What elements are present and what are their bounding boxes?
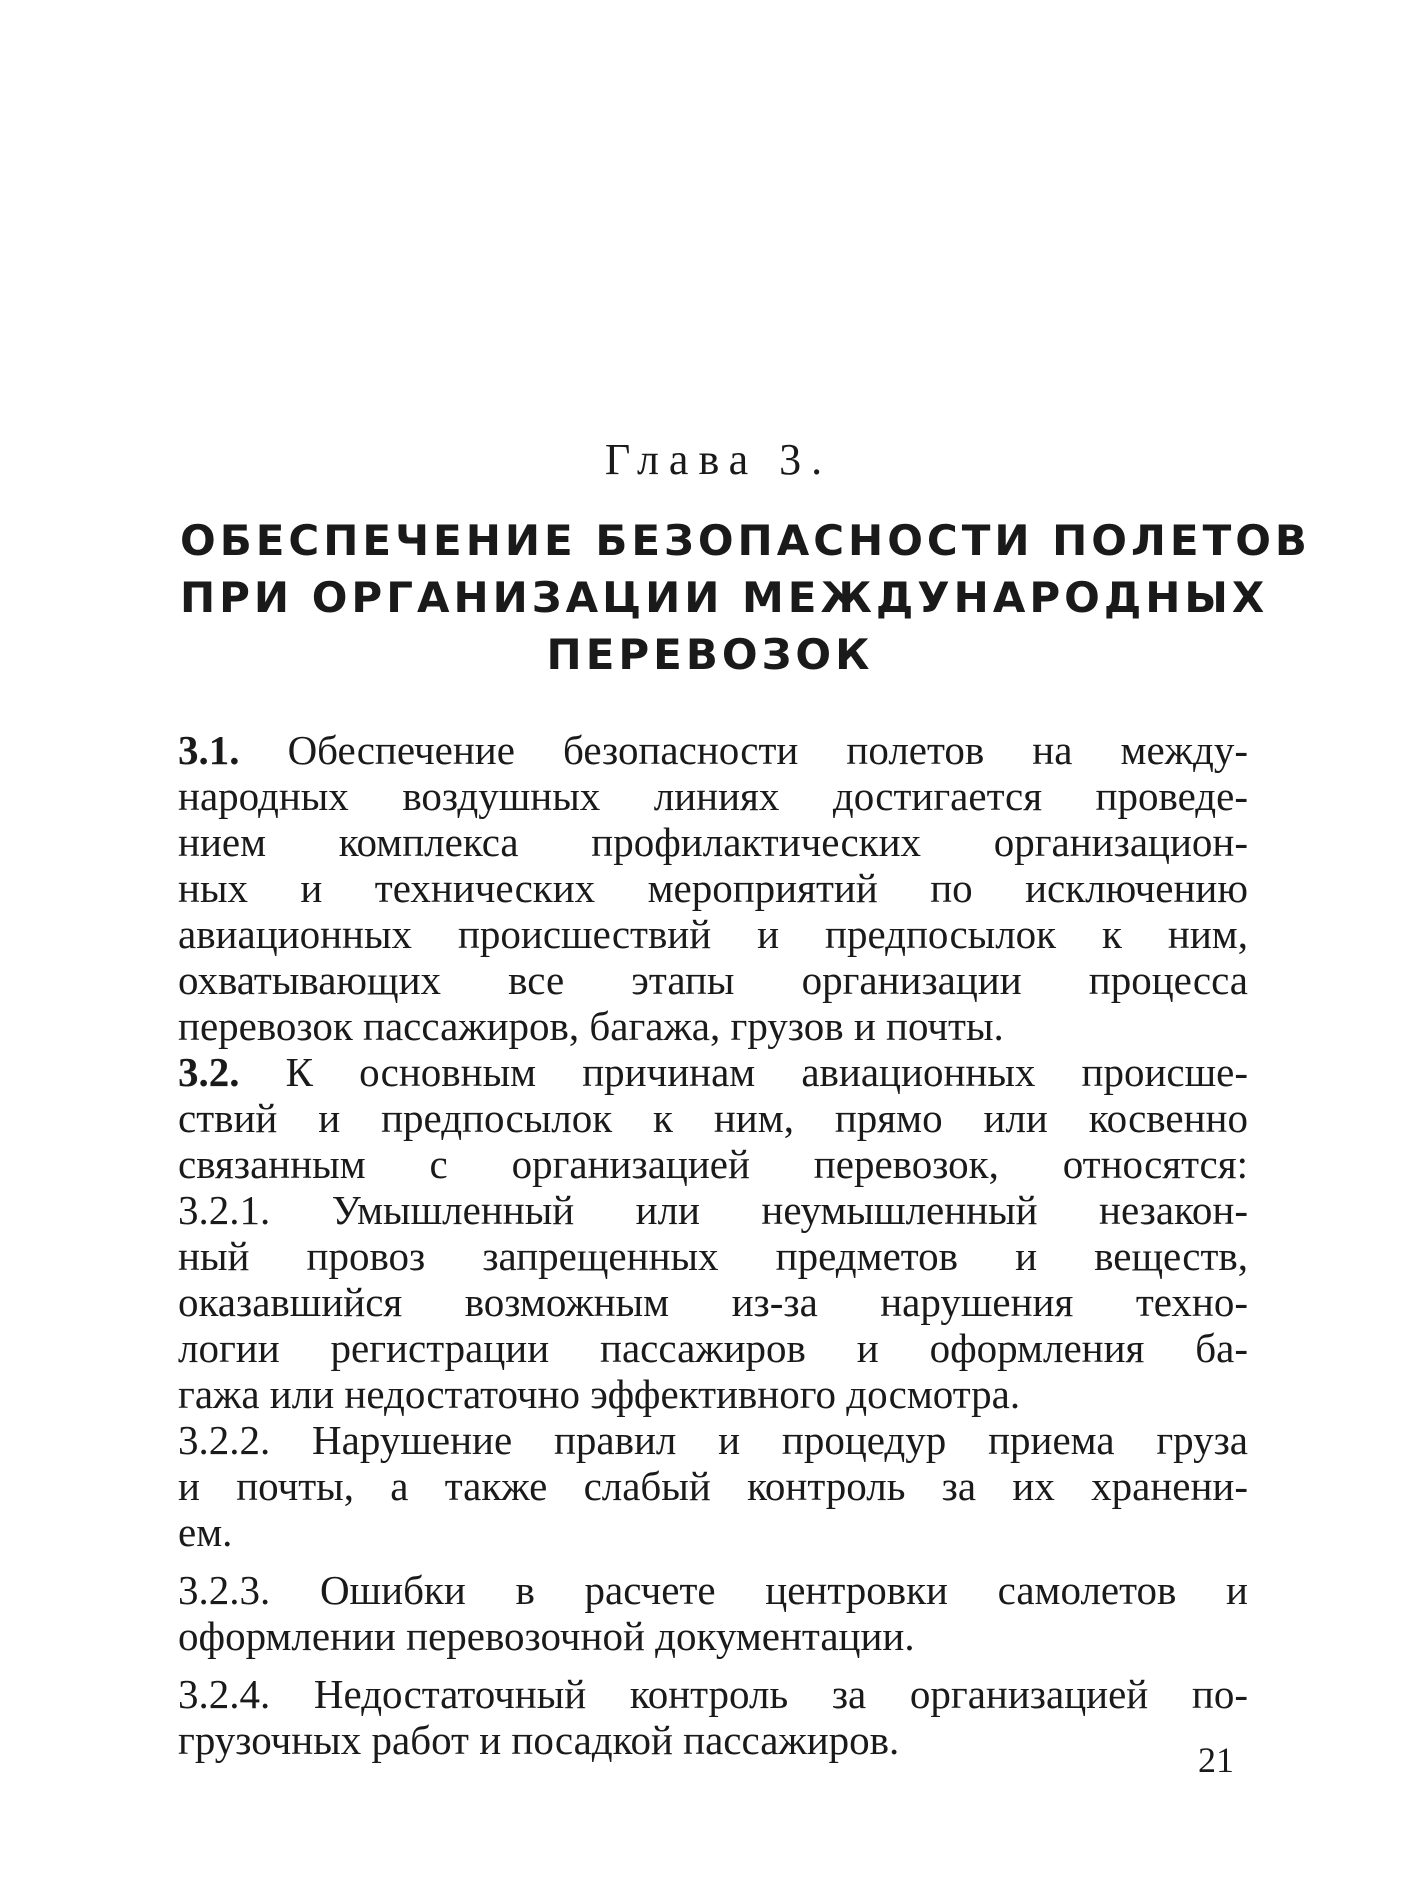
text-line: ем.	[178, 1509, 233, 1555]
text-line: нием комплекса профилактических организацион-	[178, 819, 1248, 865]
text-line: ствий и предпосылок к ним, прямо или косвенно	[178, 1095, 1248, 1141]
section-number: 3.1.	[178, 727, 240, 773]
spacer	[178, 1555, 1248, 1567]
paragraph-3-2	[178, 1049, 1248, 1187]
chapter-label: Глава 3.	[604, 435, 833, 484]
text-line: К основным причинам авиационных происше-	[285, 1049, 1249, 1095]
paragraph-3-2-2	[178, 1417, 1248, 1555]
paragraph-3-2-3	[178, 1567, 1248, 1659]
text-line: Ошибки в расчете центровки самолетов и	[319, 1567, 1248, 1613]
paragraph-3-2-4	[178, 1671, 1248, 1763]
text-line: гажа или недостаточно эффективного досмотра.	[178, 1371, 1021, 1417]
text-line: и почты, а также слабый контроль за их хранени-	[178, 1463, 1248, 1509]
page-number: 21	[1198, 1740, 1234, 1780]
text-line: Нарушение правил и процедур приема груза	[312, 1417, 1248, 1463]
chapter-title-line: ОБЕСПЕЧЕНИЕ БЕЗОПАСНОСТИ ПОЛЕТОВ	[180, 516, 1311, 565]
section-number: 3.2.2.	[178, 1417, 271, 1463]
text-line: логии регистрации пассажиров и оформления ба-	[178, 1325, 1248, 1371]
chapter-title-line: ПЕРЕВОЗОК	[546, 630, 874, 679]
text-line: ный провоз запрещенных предметов и веществ,	[178, 1233, 1248, 1279]
chapter-title	[180, 512, 1311, 683]
section-number: 3.2.1.	[178, 1187, 271, 1233]
chapter-title-line: ПРИ ОРГАНИЗАЦИИ МЕЖДУНАРОДНЫХ	[180, 573, 1269, 622]
paragraph-3-1	[178, 727, 1248, 1049]
text-line: ных и технических мероприятий по исключению	[178, 865, 1248, 911]
section-number: 3.2.4.	[178, 1671, 271, 1717]
text-line: грузочных работ и посадкой пассажиров.	[178, 1717, 900, 1763]
paragraph-3-2-1	[178, 1187, 1248, 1417]
text-line: связанным с организацией перевозок, относятся:	[178, 1141, 1248, 1187]
text-line: оформлении перевозочной документации.	[178, 1613, 915, 1659]
section-number: 3.2.	[178, 1049, 240, 1095]
spacer	[178, 1659, 1248, 1671]
text-line: народных воздушных линиях достигается проведе-	[178, 773, 1248, 819]
text-line: Умышленный или неумышленный незакон-	[331, 1187, 1248, 1233]
text-line: авиационных происшествий и предпосылок к ним,	[178, 911, 1248, 957]
section-number: 3.2.3.	[178, 1567, 271, 1613]
text-line: Недостаточный контроль за организацией по-	[313, 1671, 1248, 1717]
text-line: оказавшийся возможным из-за нарушения техно-	[178, 1279, 1248, 1325]
text-line: охватывающих все этапы организации процесса	[178, 957, 1248, 1003]
text-line: перевозок пассажиров, багажа, грузов и почты.	[178, 1003, 1004, 1049]
text-line: Обеспечение безопасности полетов на между-	[287, 727, 1248, 773]
body-text	[178, 727, 1248, 1763]
